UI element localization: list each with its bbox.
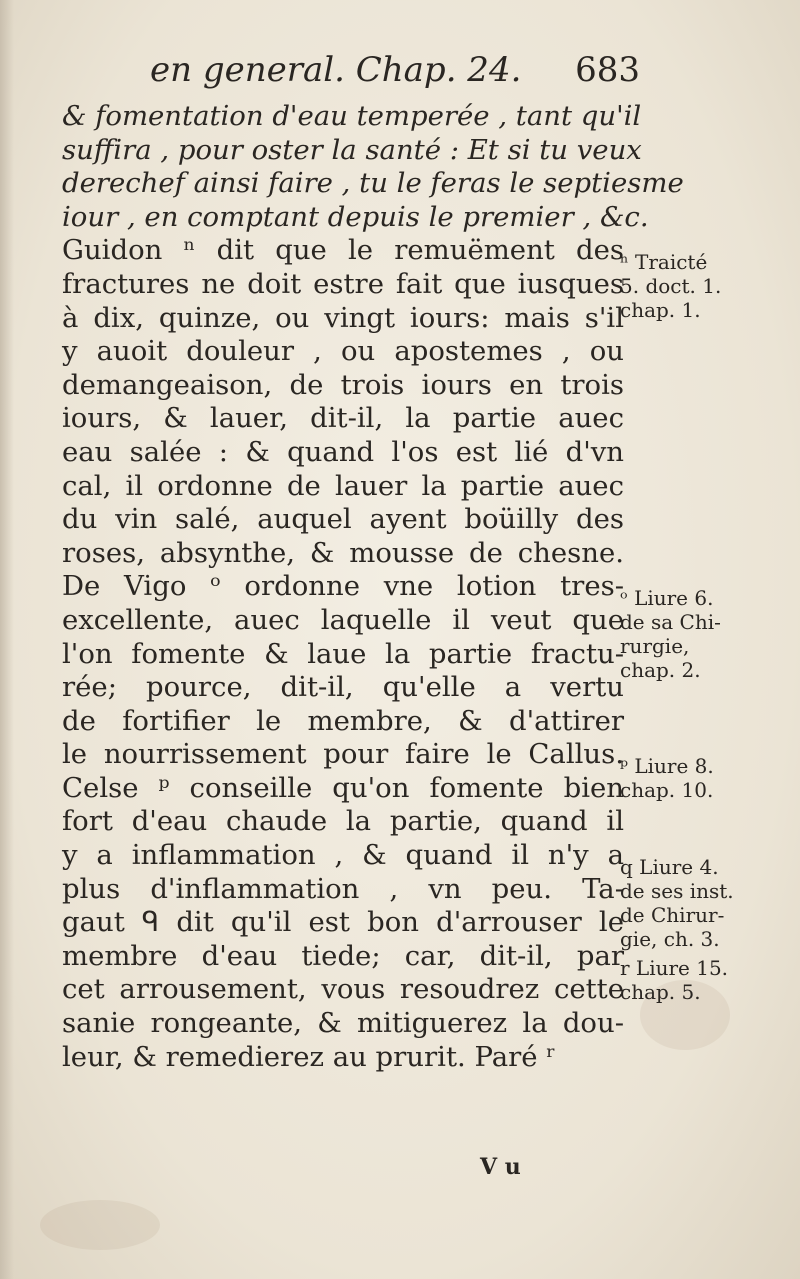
text-line: excellente, auec laquelle il veut que — [62, 603, 624, 636]
text-line: Guidon ⁿ dit que le remuëment des — [62, 234, 624, 267]
margin-note — [620, 855, 795, 951]
text-line: plus d'inflammation , vn peu. Ta- — [62, 872, 624, 905]
margin-note-line: ⁿ Traicté — [620, 250, 708, 274]
margin-note-line: chap. 10. — [620, 778, 714, 802]
paper-stain — [40, 1200, 160, 1250]
text-line: suffira , pour oster la santé : Et si tu veux — [62, 133, 642, 166]
text-line: eau salée : & quand l'os est lié d'vn — [62, 435, 624, 468]
text-line: fractures ne doit estre fait que iusques — [62, 267, 624, 300]
margin-note-line: gie, ch. 3. — [620, 926, 720, 951]
text-line: cet arrousement, vous resoudrez cette — [62, 973, 624, 1006]
text-line: Celse ᵖ conseille qu'on fomente bien — [62, 771, 624, 804]
margin-note-line: chap. 5. — [620, 979, 701, 1004]
text-line: rée; pource, dit-il, qu'elle a vertu — [62, 671, 624, 704]
margin-note-line: q Liure 4. — [620, 854, 719, 879]
text-line: leur, & remedierez au prurit. Paré ʳ — [62, 1040, 556, 1073]
text-line: y a inflammation , & quand il n'y a — [62, 839, 624, 872]
text-line: gaut ᑫ dit qu'il est bon d'arrouser le — [62, 906, 624, 939]
margin-note-line: ᵖ Liure 8. — [620, 754, 714, 778]
text-line: cal, il ordonne de lauer la partie auec — [62, 469, 624, 502]
text-line: iours, & lauer, dit-il, la partie auec — [62, 402, 624, 435]
running-title: en general. Chap. 24. — [150, 50, 522, 90]
margin-note-line: chap. 2. — [620, 658, 701, 682]
text-line: sanie rongeante, & mitiguerez la dou- — [62, 1007, 624, 1040]
signature-mark: V u — [480, 1154, 521, 1180]
text-line: fort d'eau chaude la partie, quand il — [62, 805, 624, 838]
page-gutter-shadow — [0, 0, 14, 1279]
margin-note-line: r Liure 15. — [620, 955, 729, 980]
margin-note-line: de ses inst. — [620, 878, 734, 903]
text-line: le nourrissement pour faire le Callus. — [62, 738, 624, 771]
margin-note-line: rurgie, — [620, 634, 690, 658]
text-line: & fomentation d'eau temperée , tant qu'il — [62, 100, 642, 132]
text-line: iour , en comptant depuis le premier , &c. — [62, 200, 649, 233]
running-header — [150, 50, 640, 98]
text-line: membre d'eau tiede; car, dit-il, par — [62, 939, 624, 972]
text-line: y auoit douleur , ou apostemes , ou — [62, 335, 624, 368]
text-line: roses, absynthe, & mousse de chesne. — [62, 536, 624, 569]
margin-note-line: 5. doct. 1. — [620, 274, 722, 298]
text-line: à dix, quinze, ou vingt iours: mais s'il — [62, 301, 624, 334]
text-line: demangeaison, de trois iours en trois — [62, 368, 624, 401]
margin-note — [620, 250, 795, 322]
text-line: l'on fomente & laue la partie fractu- — [62, 637, 624, 670]
margin-note-line: de sa Chi- — [620, 610, 721, 634]
margin-note — [620, 754, 795, 802]
page-number: 683 — [575, 50, 640, 90]
margin-note-line: de Chirur- — [620, 902, 725, 927]
margin-note — [620, 586, 795, 682]
margin-note-line: chap. 1. — [620, 298, 701, 322]
text-line: de fortifier le membre, & d'attirer — [62, 704, 624, 737]
text-line: du vin salé, auquel ayent boüilly des — [62, 503, 624, 536]
text-line: derechef ainsi faire , tu le feras le septiesme — [62, 167, 684, 200]
margin-note-line: ᵒ Liure 6. — [620, 586, 714, 610]
margin-note — [620, 956, 795, 1004]
text-line: De Vigo ᵒ ordonne vne lotion tres- — [62, 570, 624, 603]
